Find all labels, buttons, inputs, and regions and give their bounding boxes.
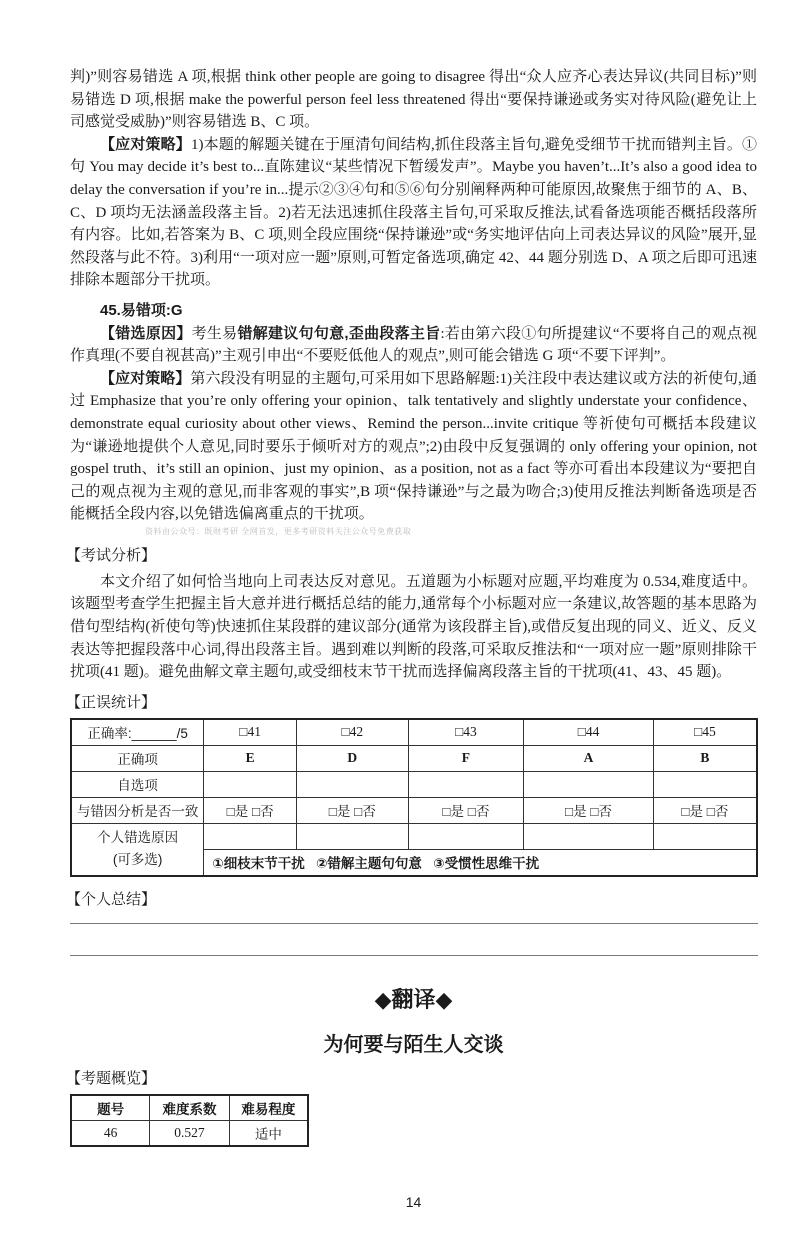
article-title: 为何要与陌生人交谈 <box>323 1033 504 1056</box>
yes-no-checkbox[interactable]: □是 □否 <box>653 797 757 823</box>
table-row <box>71 745 757 771</box>
paragraph-error-analysis-44: 判)”则容易错选 A 项,根据 think other people are going to disagree 得出“众人应齐心表达异议(共同目标)”则易错选 D 项,根据 make the powerful person feel less threatened 得出“要保持谦逊或务实对待风险(避免让上司感觉受威胁)”则容易错选 B、C 项。 <box>70 69 757 131</box>
summary-heading: 【个人总结】 <box>66 890 157 908</box>
reason-cell[interactable] <box>408 823 524 849</box>
reason-option: ②错解主题句句意 <box>315 856 422 872</box>
reason-cell[interactable] <box>204 823 297 849</box>
question-checkbox[interactable]: □45 <box>653 719 757 746</box>
error-reason-label: 【错选原因】 <box>100 324 192 342</box>
strategy-text: 1)本题的解题关键在于厘清句间结构,抓住段落主旨句,避免受细节干扰而错判主旨。①句 You may decide it’s best to...直陈建议“某些情况下暂缓发声”。Maybe you haven’t...It’s also a good idea to delay the conversation if you’re in...提示②③④句和⑤⑥句分别阐释两种可能原因,故聚焦于细节的 A、B、C、D 项均无法涵盖段落主旨。2)若无法迅速抓住段落主旨句,可采取反推法,试看备选项能否概括段落所有内容。比如,若答案为 B、C 项,则全段应围绕“保持谦逊”或“务实地评估向上司表达异议的风险”展开,显然段落与此不符。3)利用“一项对应一题”原则,可暂定备选项,确定 42、44 题分别选 D、A 项之后即可迅速排除本题部分干扰项。 <box>70 136 757 289</box>
accuracy-label: 正确率: <box>87 726 132 742</box>
page-number: 14 <box>405 1193 422 1210</box>
table-row <box>71 771 757 797</box>
yes-no-checkbox[interactable]: □是 □否 <box>524 797 654 823</box>
accuracy-total: /5 <box>176 726 188 742</box>
self-choice-cell[interactable] <box>653 771 757 797</box>
self-choice-cell[interactable] <box>296 771 408 797</box>
strategy-label: 【应对策略】 <box>100 135 191 153</box>
stats-heading: 【正误统计】 <box>66 693 157 711</box>
accuracy-cell[interactable] <box>71 719 204 746</box>
reason-option: ③受惯性思维干扰 <box>433 856 540 872</box>
row-label <box>71 823 204 876</box>
paragraph-strategy-45 <box>70 368 757 526</box>
watermark: 资料由公众号：既财考研 全网首发，更多考研资料关注公众号免费获取 <box>145 526 412 536</box>
error-reason-bold: 错解建议句句意,歪曲段落主旨 <box>237 324 441 342</box>
self-choice-cell[interactable] <box>204 771 297 797</box>
row-label: 自选项 <box>71 771 204 797</box>
answer-cell: D <box>296 745 408 771</box>
question-checkbox[interactable]: □43 <box>408 719 524 746</box>
answer-cell: E <box>204 745 297 771</box>
row-label-line: 个人错选原因 <box>97 830 179 846</box>
table-row <box>71 1095 308 1121</box>
table-row <box>71 823 757 849</box>
paragraph-strategy-44 <box>70 134 757 292</box>
question-checkbox[interactable]: □41 <box>204 719 297 746</box>
self-choice-cell[interactable] <box>408 771 524 797</box>
row-label: 与错因分析是否一致 <box>71 797 204 823</box>
reason-options <box>204 849 757 876</box>
overview-heading: 【考题概览】 <box>66 1069 157 1087</box>
yes-no-checkbox[interactable]: □是 □否 <box>296 797 408 823</box>
answer-cell: F <box>408 745 524 771</box>
question-checkbox[interactable]: □44 <box>524 719 654 746</box>
translation-section-title: ◆翻译◆ <box>374 986 453 1012</box>
reason-option: ①细枝末节干扰 <box>212 856 305 872</box>
overview-table <box>70 1094 309 1147</box>
table-cell: 适中 <box>229 1120 308 1146</box>
column-header: 难度系数 <box>150 1095 230 1121</box>
answer-cell: B <box>653 745 757 771</box>
table-row <box>71 797 757 823</box>
reason-cell[interactable] <box>296 823 408 849</box>
summary-line[interactable] <box>70 923 758 924</box>
table-row <box>71 719 757 746</box>
table-cell: 46 <box>71 1120 150 1146</box>
summary-line[interactable] <box>70 955 758 956</box>
yes-no-checkbox[interactable]: □是 □否 <box>408 797 524 823</box>
question-checkbox[interactable]: □42 <box>296 719 408 746</box>
reason-cell[interactable] <box>653 823 757 849</box>
exam-analysis-heading: 【考试分析】 <box>66 546 157 564</box>
error-reason-pre: 考生易 <box>191 325 238 342</box>
exam-analysis-text: 本文介绍了如何恰当地向上司表达反对意见。五道题为小标题对应题,平均难度为 0.534,难度适中。该题型考查学生把握主旨大意并进行概括总结的能力,通常每个小标题对应一条建议,故答题的基本思路为借句型结构(祈使句等)快速抓住某段群的建议部分(通常为该段群主旨),或借反复出现的同义、近义、反义表达等把握段落中心词,得出段落主旨。遇到难以判断的段落,可采取反推法和“一项对应一题”原则排除干扰项(41 题)。避免曲解文章主题句,或受细枝末节干扰而选择偏离段落主旨的干扰项(41、43、45 题)。 <box>70 573 757 681</box>
question-45-heading: 45.易错项:G <box>100 301 183 319</box>
table-row <box>71 1120 308 1146</box>
self-choice-cell[interactable] <box>524 771 654 797</box>
strategy-text: 第六段没有明显的主题句,可采用如下思路解题:1)关注段中表达建议或方法的祈使句,通过 Emphasize that you’re only offering your opinion、talk tentatively and slightly understate your confidence、demonstrate equal curiosity about other views、Remind the person...invite critique 等祈使句可概括本段建议为“谦逊地提供个人意见,同时要乐于倾听对方的观点”;2)由段中反复强调的 only offering your opinion, not gospel truth、it’s still an opinion、just my opinion、as a position, not as a fact 等亦可看出本段建议为“要把自己的观点视为主观的意见,而非客观的事实”,B 项“保持谦逊”与之最为吻合;3)使用反推法判断备选项是否能概括全段内容,以免错选偏离重点的干扰项。 <box>70 370 757 523</box>
reason-cell[interactable] <box>524 823 654 849</box>
column-header: 题号 <box>71 1095 150 1121</box>
table-cell: 0.527 <box>150 1120 230 1146</box>
row-label: 正确项 <box>71 745 204 771</box>
paragraph-error-reason-45 <box>70 323 757 368</box>
column-header: 难易程度 <box>229 1095 308 1121</box>
error-reason-text: :若由第六段①句所提建议“不要将自己的观点视作真理(不要自视甚高)”主观引申出“不要贬低他人的观点”,则可能会错选 G 项“不要下评判”。 <box>70 325 757 365</box>
stats-table <box>70 718 758 877</box>
answer-cell: A <box>524 745 654 771</box>
strategy-label: 【应对策略】 <box>100 369 191 387</box>
yes-no-checkbox[interactable]: □是 □否 <box>204 797 297 823</box>
row-label-line: (可多选) <box>112 852 163 868</box>
accuracy-blank[interactable]: ______ <box>131 726 177 742</box>
